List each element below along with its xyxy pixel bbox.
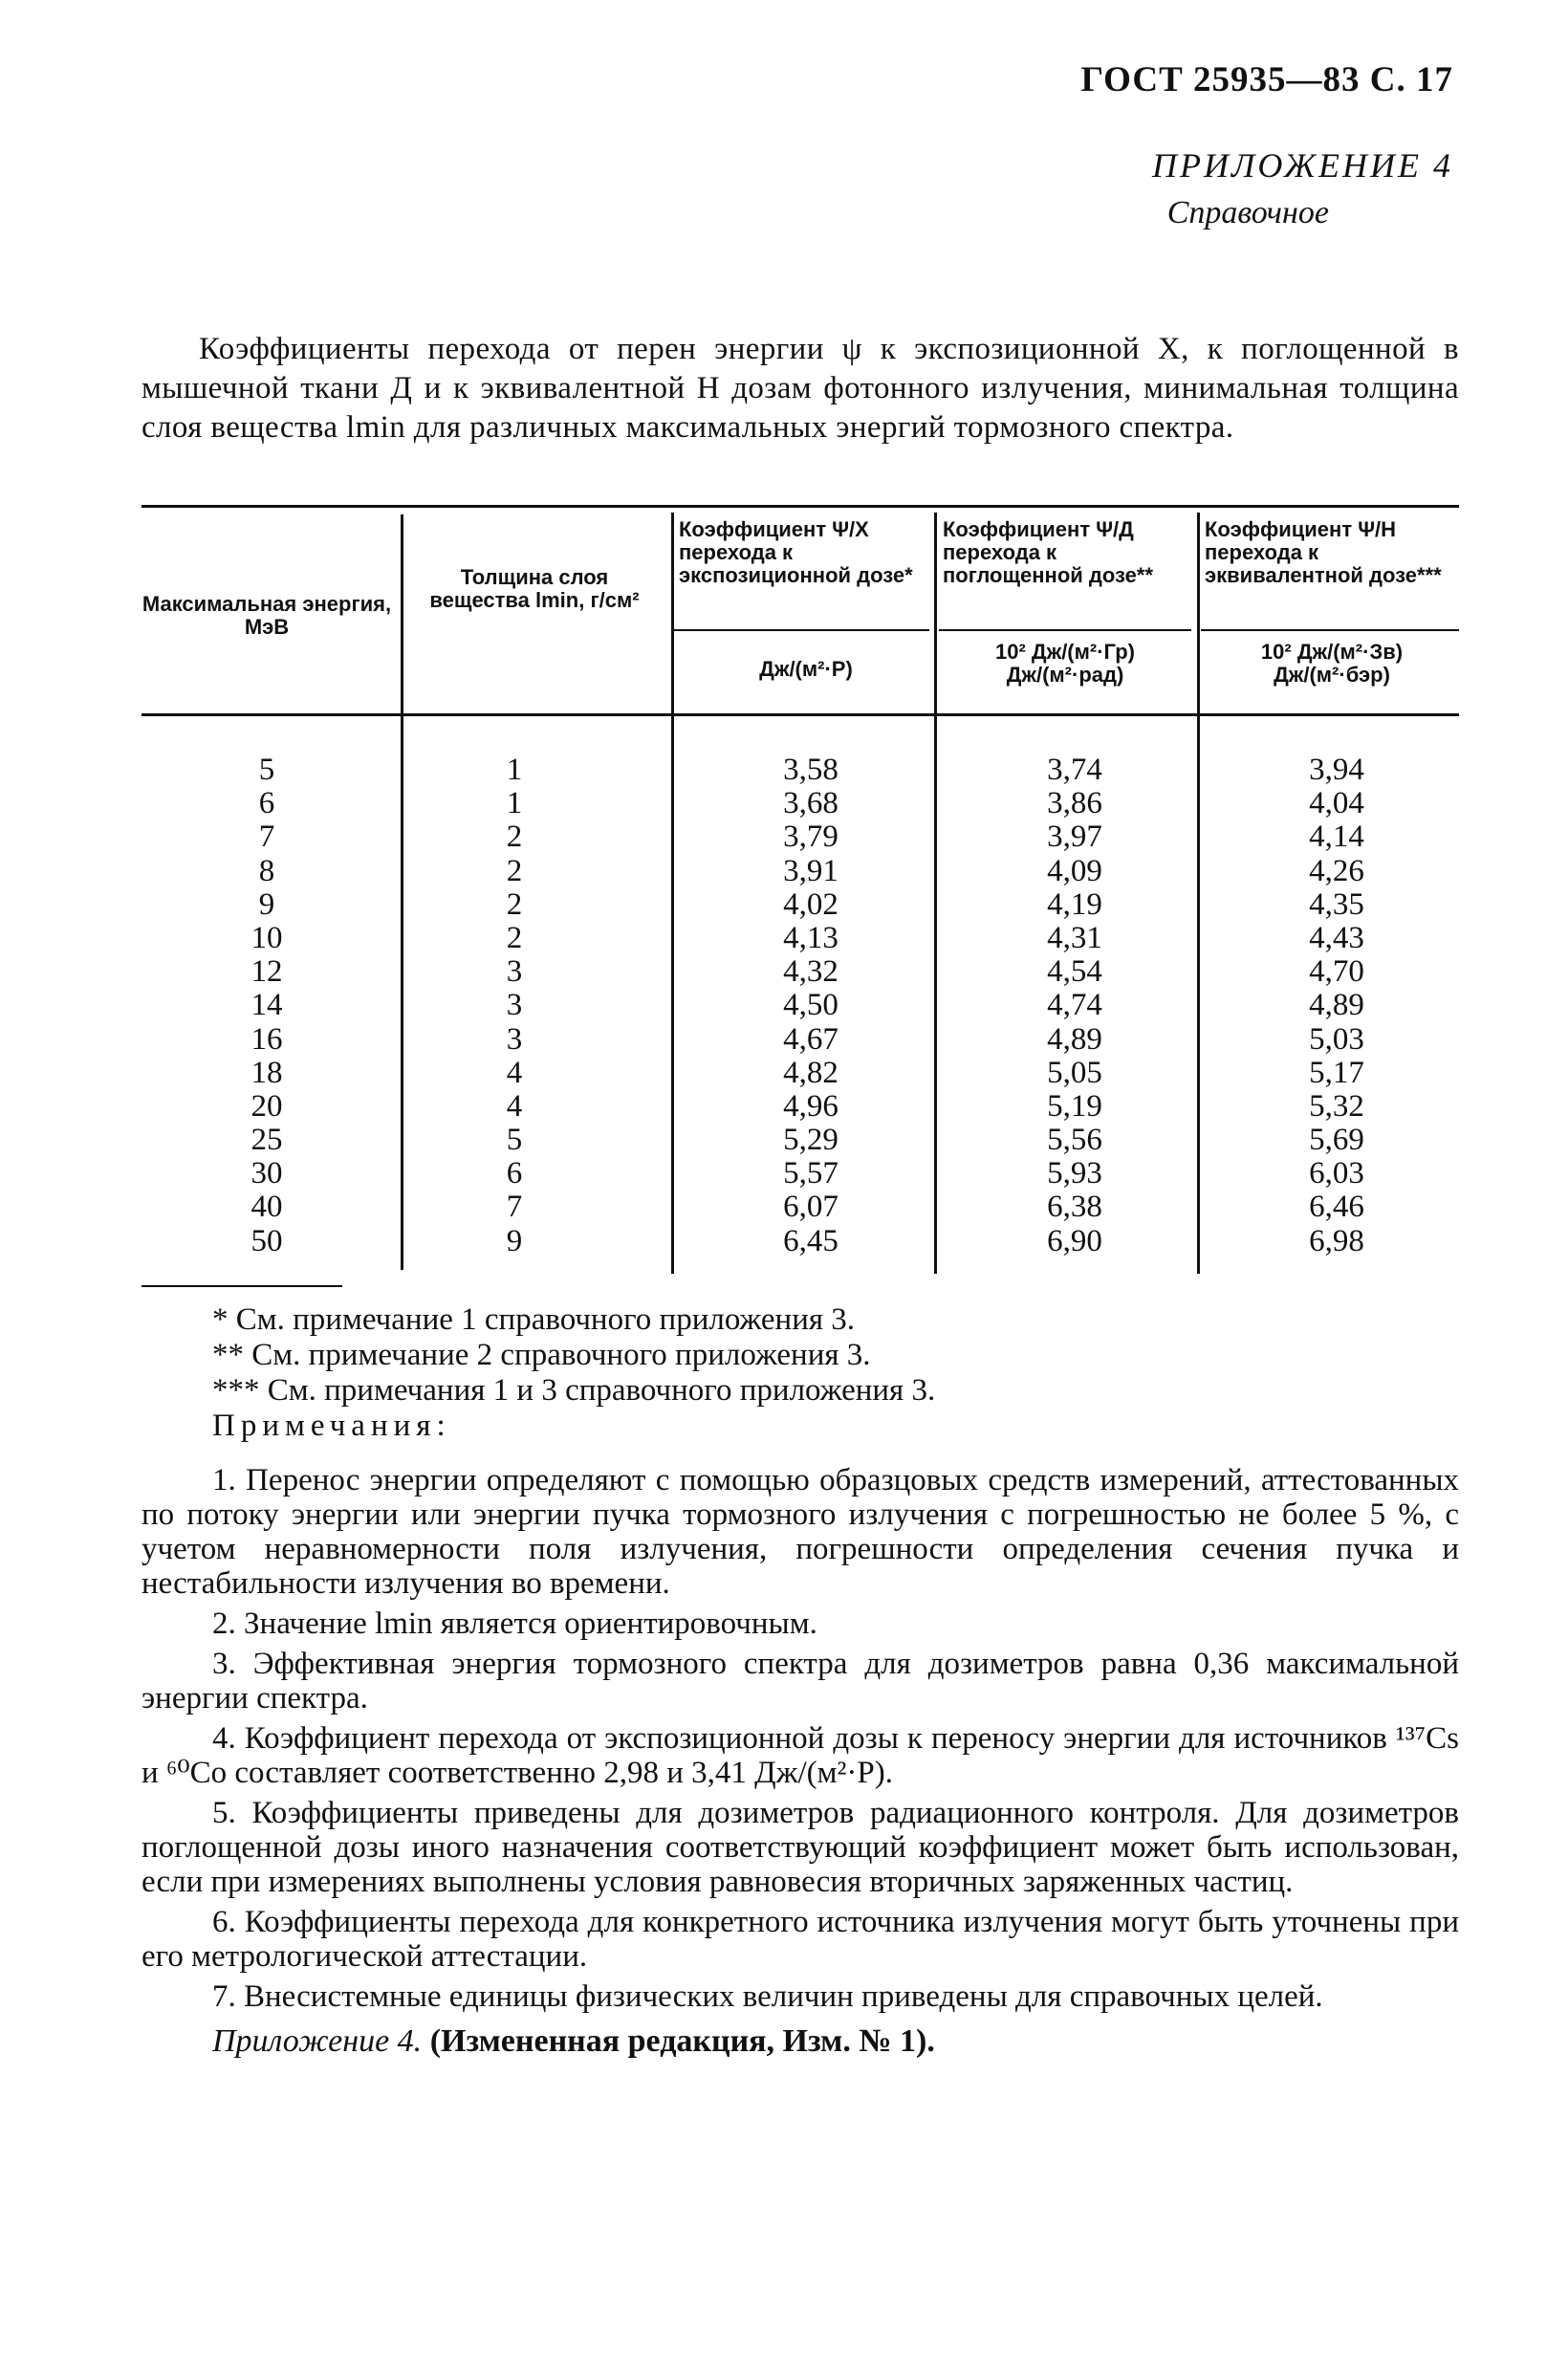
footnote-rule — [142, 1285, 342, 1287]
coef-h-column — [1251, 754, 1423, 1258]
table-cell: 4,70 — [1309, 954, 1364, 990]
table-cell: 5,05 — [1047, 1055, 1102, 1090]
table-cell: 6 — [506, 1156, 523, 1191]
table-cell: 4,09 — [1047, 853, 1102, 888]
table-cell: 4,13 — [783, 920, 838, 955]
table-cell: 5 — [258, 753, 275, 787]
table-cell: 18 — [250, 1055, 283, 1090]
coef-d-column — [989, 754, 1161, 1258]
table-cell: 4,89 — [1047, 1021, 1102, 1057]
table-cell: 3,74 — [1047, 753, 1102, 787]
table-cell: 2 — [506, 853, 523, 888]
table-cell: 4,19 — [1047, 886, 1102, 922]
table-cell: 3,68 — [783, 786, 838, 821]
col-divider-2 — [671, 513, 674, 1274]
table-cell: 16 — [250, 1021, 283, 1057]
table-cell: 5,57 — [783, 1156, 838, 1191]
table-cell: 5,19 — [1047, 1088, 1102, 1124]
table-cell: 6,03 — [1309, 1156, 1364, 1191]
col-divider-3 — [934, 513, 937, 1274]
table-cell: 4,26 — [1309, 853, 1364, 888]
header-sub-rule-h — [1201, 629, 1459, 631]
table-cell: 7 — [258, 819, 275, 855]
table-cell: 5,56 — [1047, 1123, 1102, 1158]
table-cell: 6,07 — [783, 1190, 838, 1225]
table-cell: 1 — [506, 753, 523, 787]
table-cell: 6,45 — [783, 1223, 838, 1258]
table-cell: 5,29 — [783, 1123, 838, 1158]
note-item: 6. Коэффициенты перехода для конкретного источника излучения могут быть уточнены при его метрологической аттестации. — [142, 1905, 1459, 1974]
revision-note — [212, 2023, 1455, 2060]
table-cell: 14 — [250, 988, 283, 1023]
notes-heading: Примечания: — [212, 1409, 451, 1443]
table-cell: 25 — [250, 1123, 283, 1158]
footnotes — [212, 1302, 1455, 1444]
col-divider-4 — [1197, 513, 1200, 1274]
table-cell: 5,93 — [1047, 1156, 1102, 1191]
intro-paragraph: Коэффициенты перехода от перен энергии ψ к экспозиционной X, к поглощенной в мышечной ткани Д и к эквивалентной Н дозам фотонного излучения, минимальная толщина слоя вещества lmin для различных максимальных энергий тормозного спектра. — [142, 332, 1459, 445]
coefficient-table — [142, 505, 1459, 1279]
table-cell: 9 — [258, 886, 275, 922]
coef-x-column — [725, 754, 897, 1258]
table-cell: 3,97 — [1047, 819, 1102, 855]
table-cell: 4,14 — [1309, 819, 1364, 855]
table-cell: 1 — [506, 786, 523, 821]
table-cell: 6,46 — [1309, 1190, 1364, 1225]
table-cell: 4 — [506, 1088, 523, 1124]
table-cell: 4,82 — [783, 1055, 838, 1090]
table-cell: 6,90 — [1047, 1223, 1102, 1258]
thickness-column — [438, 754, 591, 1258]
table-cell: 2 — [506, 920, 523, 955]
notes-list — [142, 1463, 1459, 2020]
header-thickness: Толщина слоя вещества lmin, г/см² — [429, 565, 640, 612]
table-cell: 3 — [506, 954, 523, 990]
table-cell: 2 — [506, 886, 523, 922]
table-cell: 4,89 — [1309, 988, 1364, 1023]
table-cell: 4 — [506, 1055, 523, 1090]
header-bottom-rule — [142, 713, 1459, 716]
table-cell: 4,96 — [783, 1088, 838, 1124]
table-cell: 4,32 — [783, 954, 838, 990]
table-cell: 6,38 — [1047, 1190, 1102, 1225]
table-cell: 20 — [250, 1088, 283, 1124]
energy-column — [147, 754, 386, 1258]
note-item: 4. Коэффициент перехода от экспозиционной дозы к переносу энергии для источников ¹³⁷Cs и ⁶⁰Co составляет соответственно 2,98 и 3,41 Дж/(м²·Р). — [142, 1721, 1459, 1790]
table-cell: 5,69 — [1309, 1123, 1364, 1158]
table-cell: 3,86 — [1047, 786, 1102, 821]
col-divider-1 — [401, 514, 403, 1270]
unit-d: 10² Дж/(м²·Гр) Дж/(м²·рад) — [995, 640, 1135, 687]
header-coef-h: Коэффициент Ψ/Н перехода к эквивалентной дозе*** — [1205, 517, 1442, 587]
unit-x: Дж/(м²·Р) — [759, 657, 853, 681]
note-item: 2. Значение lmin является ориентировочным. — [212, 1606, 817, 1641]
table-top-rule — [142, 505, 1459, 508]
header-sub-rule-x — [673, 629, 929, 631]
table-cell: 4,35 — [1309, 886, 1364, 922]
table-cell: 4,43 — [1309, 920, 1364, 955]
table-cell: 4,50 — [783, 988, 838, 1023]
table-cell: 4,04 — [1309, 786, 1364, 821]
table-cell: 8 — [258, 853, 275, 888]
table-cell: 5 — [506, 1123, 523, 1158]
standard-code: ГОСТ 25935—83 С. 17 — [1080, 60, 1453, 99]
header-energy: Максимальная энергия, МэВ — [142, 592, 392, 639]
table-cell: 12 — [250, 954, 283, 990]
appendix-title: ПРИЛОЖЕНИЕ 4 — [1152, 146, 1453, 185]
unit-h: 10² Дж/(м²·Зв) Дж/(м²·бэр) — [1260, 640, 1404, 687]
table-cell: 10 — [250, 920, 283, 955]
header-coef-d: Коэффициент Ψ/Д перехода к поглощенной дозе** — [943, 517, 1154, 587]
table-cell: 5,32 — [1309, 1088, 1364, 1124]
note-item: 1. Перенос энергии определяют с помощью образцовых средств измерений, аттестованных по потоку энергии или энергии пучка тормозного излучения с погрешностью не более 5 %, с учетом неравномерности поля излучения, погрешности определения сечения пучка и нестабильности излучения во времени. — [142, 1463, 1459, 1601]
appendix-subtitle: Справочное — [1166, 195, 1329, 230]
table-cell: 40 — [250, 1190, 283, 1225]
revision-label: Приложение 4. — [212, 2023, 423, 2059]
table-cell: 6,98 — [1309, 1223, 1364, 1258]
table-cell: 30 — [250, 1156, 283, 1191]
table-cell: 3 — [506, 988, 523, 1023]
table-cell: 3,94 — [1309, 753, 1364, 787]
table-cell: 9 — [506, 1223, 523, 1258]
table-cell: 4,54 — [1047, 954, 1102, 990]
table-cell: 4,02 — [783, 886, 838, 922]
table-cell: 3,79 — [783, 819, 838, 855]
revision-text: (Измененная редакция, Изм. № 1). — [429, 2023, 935, 2059]
footnote: ** См. примечание 2 справочного приложения 3. — [212, 1338, 871, 1372]
table-cell: 4,74 — [1047, 988, 1102, 1023]
table-cell: 4,67 — [783, 1021, 838, 1057]
table-cell: 5,17 — [1309, 1055, 1364, 1090]
table-cell: 2 — [506, 819, 523, 855]
table-cell: 5,03 — [1309, 1021, 1364, 1057]
note-item: 7. Внесистемные единицы физических величин приведены для справочных целей. — [212, 1979, 1323, 2014]
footnote: * См. примечание 1 справочного приложения 3. — [212, 1302, 856, 1337]
note-item: 5. Коэффициенты приведены для дозиметров радиационного контроля. Для дозиметров поглощенной дозы иного назначения соответствующий коэффициент может быть использован, если при измерениях выполнены условия равновесия вторичных заряженных частиц. — [142, 1796, 1459, 1899]
footnote: *** См. примечания 1 и 3 справочного приложения 3. — [212, 1373, 936, 1408]
header-coef-x: Коэффициент Ψ/X перехода к экспозиционной дозе* — [679, 517, 913, 587]
table-cell: 3,58 — [783, 753, 838, 787]
header-sub-rule-d — [939, 629, 1191, 631]
table-cell: 4,31 — [1047, 920, 1102, 955]
table-cell: 7 — [506, 1190, 523, 1225]
table-cell: 6 — [258, 786, 275, 821]
table-cell: 3 — [506, 1021, 523, 1057]
note-item: 3. Эффективная энергия тормозного спектра для дозиметров равна 0,36 максимальной энергии спектра. — [142, 1647, 1459, 1715]
table-cell: 50 — [250, 1223, 283, 1258]
table-cell: 3,91 — [783, 853, 838, 888]
